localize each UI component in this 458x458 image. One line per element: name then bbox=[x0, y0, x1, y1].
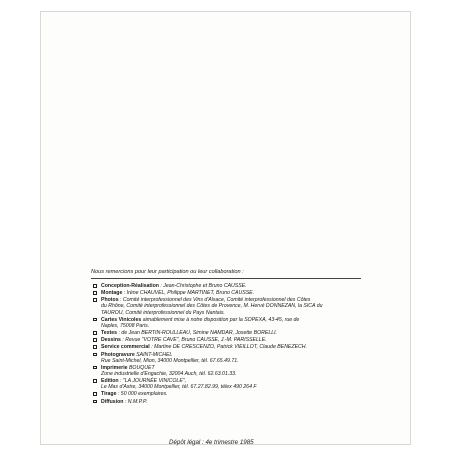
credit-line bbox=[101, 358, 368, 364]
credit-line bbox=[101, 330, 368, 336]
credit-item bbox=[93, 399, 368, 405]
credit-text: : Martine DE CRESCENZO, Patrick VIEILLOT, Claude BENEZECH. bbox=[149, 344, 307, 351]
credit-label: Imprimerie bbox=[101, 364, 128, 371]
checkbox-square-icon bbox=[93, 366, 97, 370]
credit-label: Edition bbox=[101, 378, 119, 385]
credit-item bbox=[93, 297, 368, 315]
credit-line bbox=[101, 344, 368, 350]
credit-text: SAINT-MICHEL bbox=[134, 351, 173, 358]
legal-deposit: Dépôt légal : 4e trimestre 1985 bbox=[169, 439, 254, 446]
checkbox-square-icon bbox=[93, 291, 97, 295]
checkbox-square-icon bbox=[93, 345, 97, 349]
credit-text: TAUROU, Comité interprofessionnel du Pays Nantais. bbox=[101, 309, 225, 316]
checkbox-square-icon bbox=[93, 392, 97, 396]
credit-label: Service commercial bbox=[101, 344, 150, 351]
credit-text: : "LA JOURNÉE VINICOLE", bbox=[118, 378, 187, 385]
credit-label: Photos bbox=[101, 297, 119, 304]
credit-line bbox=[101, 310, 368, 316]
credit-label: Photogravure bbox=[101, 351, 135, 358]
credit-line bbox=[101, 384, 368, 390]
credit-line bbox=[101, 283, 368, 289]
credit-text: Zone industrielle d'Engachie, 32004 Auch, tél. 62.63.01.33. bbox=[101, 370, 237, 377]
separator-rule bbox=[91, 278, 361, 279]
credit-text: : de Jean BERTIN-ROULLEAU, Simine NAMDAR, Josette BORELLI. bbox=[117, 330, 277, 337]
credit-text: : 50 000 exemplaires. bbox=[116, 391, 168, 398]
checkbox-square-icon bbox=[93, 353, 97, 357]
credit-label: Textes bbox=[101, 330, 118, 337]
credit-text: : Jean-Christophe et Bruno CAUSSE. bbox=[158, 283, 247, 289]
checkbox-square-icon bbox=[93, 338, 97, 342]
checkbox-square-icon bbox=[93, 400, 97, 404]
credit-label: Montage bbox=[101, 290, 123, 297]
credit-item bbox=[93, 290, 368, 296]
credit-line bbox=[101, 371, 368, 377]
credit-text: : N.M.P.P. bbox=[123, 398, 148, 405]
credit-item bbox=[93, 352, 368, 364]
credit-text: Rue Saint-Michel, Mion, 34000 Montpellier, tél. 67.65.49.71. bbox=[101, 357, 239, 364]
credit-line bbox=[101, 290, 368, 296]
checkbox-square-icon bbox=[93, 284, 97, 288]
checkbox-square-icon bbox=[93, 379, 97, 383]
credit-label: Conception-Réalisation bbox=[101, 283, 159, 289]
credit-text: Le Mas d'Astre, 34000 Montpellier, tél. 67.27.82.99, télex 490 264 F bbox=[101, 384, 257, 391]
credit-item bbox=[93, 391, 368, 397]
credit-text: : Revue "VOTRE CAVE", Bruno CAUSSE, J.-M. PARISSELLE. bbox=[120, 337, 267, 344]
credit-item bbox=[93, 365, 368, 377]
checkbox-square-icon bbox=[93, 331, 97, 335]
credit-item bbox=[93, 344, 368, 350]
credit-item bbox=[93, 378, 368, 390]
credit-label: Diffusion bbox=[101, 398, 124, 405]
credit-item bbox=[93, 337, 368, 343]
credit-line bbox=[101, 323, 368, 329]
credit-text: du Rhône, Comité interprofessionnel des Côtes de Provence, M. Hervé DONNEZAN, la SICA du bbox=[101, 303, 323, 310]
credit-line bbox=[101, 337, 368, 343]
credit-label: Dessins bbox=[101, 337, 121, 344]
credit-item bbox=[93, 317, 368, 329]
credit-line bbox=[101, 391, 368, 397]
credit-text: : Irène CHAUVEL, Philippe MARTINET, Bruno CAUSSE. bbox=[122, 290, 255, 297]
credit-label: Cartes Vinicoles bbox=[101, 316, 142, 323]
acknowledgement-intro: Nous remercions pour leur participation ou leur collaboration : bbox=[91, 269, 244, 275]
checkbox-square-icon bbox=[93, 318, 97, 322]
credits-list bbox=[93, 283, 368, 406]
credit-item bbox=[93, 330, 368, 336]
credit-text: BOUQUET bbox=[127, 364, 155, 371]
credit-text: Naples, 75008 Paris. bbox=[101, 322, 150, 329]
credit-label: Tirage bbox=[101, 391, 117, 398]
credit-text: aimablement mise à notre disposition par la SOPEXA, 43-45, rue de bbox=[141, 316, 300, 323]
credit-text: : Comité interprofessionnel des Vins d'Alsace, Comité interprofessionnel des Côtes bbox=[118, 297, 311, 304]
checkbox-square-icon bbox=[93, 298, 97, 302]
credit-line bbox=[101, 399, 368, 405]
credit-item bbox=[93, 283, 368, 289]
